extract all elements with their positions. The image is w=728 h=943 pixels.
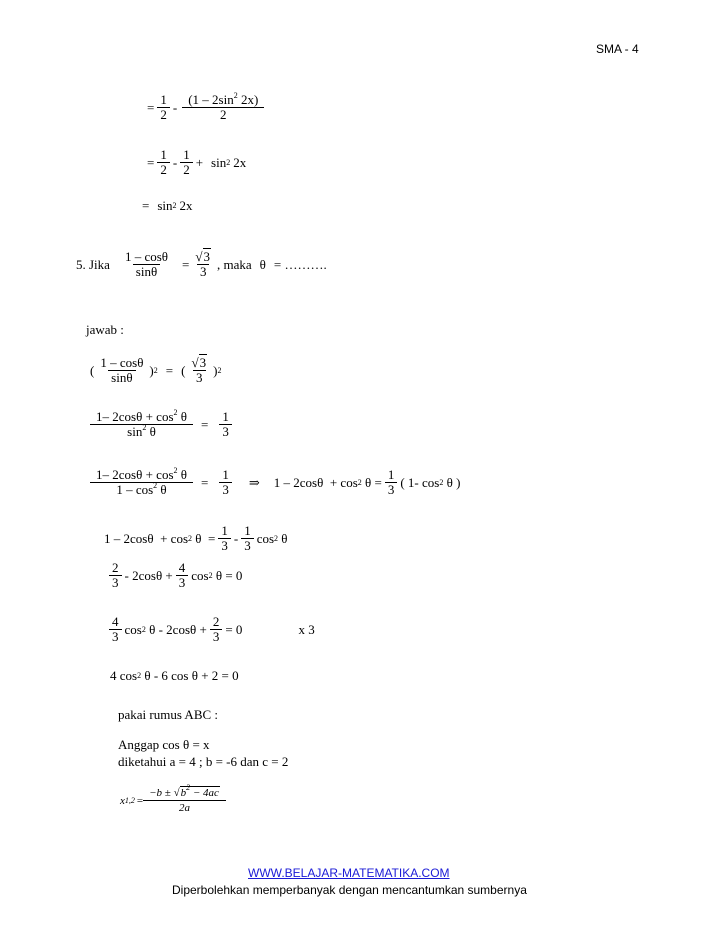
footer-website-link[interactable]: WWW.BELAJAR-MATEMATIKA.COM	[248, 866, 450, 880]
equation-line-3: = sin 2 2x	[142, 198, 193, 213]
quadratic-formula: x 1,2 = $\frac{-b \pm √b^2 - 4ac}{2a}$	[120, 786, 226, 815]
step-4: 1 – 2 cos θ + cos 2 θ = $\frac{1}{3}$ - $\frac{1}{3}$ cos 2 θ	[104, 523, 288, 553]
jawab-label: jawab :	[86, 322, 124, 337]
abc-formula-label: pakai rumus ABC :	[118, 707, 219, 722]
footer-note: Diperbolehkan memperbanyak dengan mencantumkan sumbernya	[172, 883, 527, 897]
equation-line-1	[147, 93, 264, 122]
equals-sign: =	[147, 99, 155, 115]
step-expand: $\frac{1- 2\cos\theta + \cos^2 \theta}{\sin^2 \theta}$ = $\frac{1}{3}$	[90, 410, 235, 439]
step-5: $\frac{2}{3}$ - 2 cos θ + $\frac{4}{3}$ cos 2 θ = 0	[106, 561, 242, 590]
step-squared: ( $\frac{1 - \cos\theta}{\sin\theta}$ ) 2 = ( $\frac{√3}{3}$ ) 2	[90, 355, 222, 385]
problem-5: 5. Jika $\frac{1 - \cos\theta}{\sin\theta}$ = $\frac{√3}{3}$ , maka θ = ……….	[76, 249, 327, 279]
page-header: SMA - 4	[596, 42, 639, 56]
equation-line-2: = $\frac{1}{2}$ - $\frac{1}{2}$ + sin 2 2x	[147, 147, 247, 177]
fraction-half: $\frac{1}{2}$	[157, 93, 170, 122]
minus-sign: -	[172, 99, 178, 115]
fraction-half: $\frac{1}{2}$	[180, 148, 193, 177]
step-identity: $\frac{1- 2\cos\theta + \cos^2 \theta}{1 - \cos^2 \theta}$ = $\frac{1}{3}$ ⇒ 1 – 2 cos θ + cos 2 θ = $\frac{1}{3}$ ( 1- cos 2 θ )	[90, 468, 460, 497]
fraction-half: $\frac{1}{2}$	[157, 148, 170, 177]
assumption-text: Anggap cos θ = x	[118, 737, 210, 752]
known-values-text: diketahui a = 4 ; b = -6 dan c = 2	[118, 754, 289, 769]
fraction-1-minus-2sin2x: $\frac{(1 - 2\sin^2 2x)}{2}$	[185, 93, 261, 122]
step-quadratic: 4 cos 2 θ - 6 cos θ + 2 = 0	[110, 668, 239, 683]
implies-icon: ⇒	[248, 474, 260, 490]
step-6: $\frac{4}{3}$ cos 2 θ - 2 cos θ + $\frac{2}{3}$ = 0 x 3	[106, 615, 315, 644]
